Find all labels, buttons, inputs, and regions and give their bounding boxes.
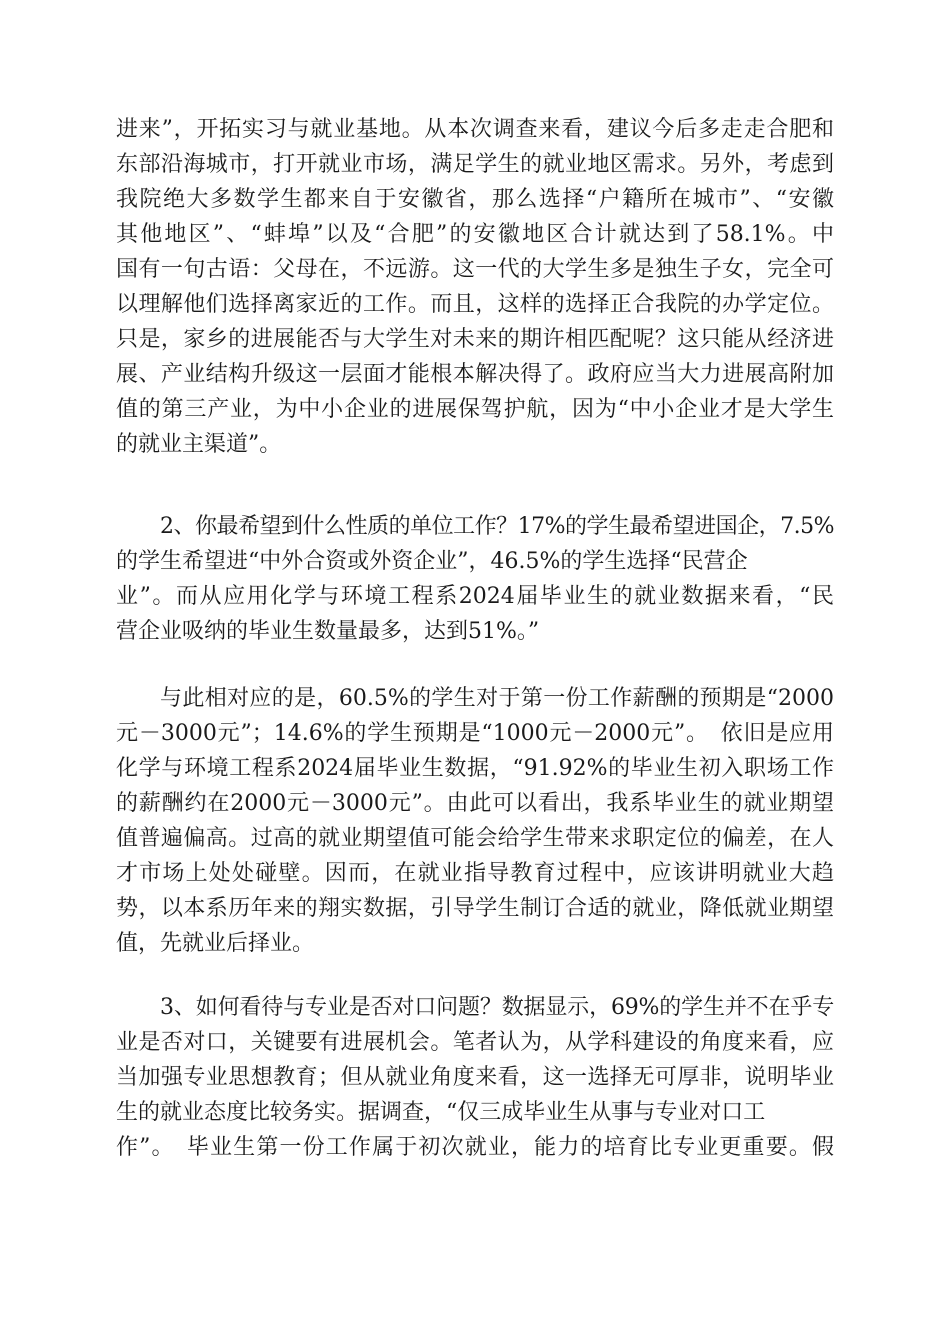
paragraph-line: 的薪酬约在2000元－3000元”。由此可以看出，我系毕业生的就业期望 bbox=[116, 791, 834, 816]
paragraph-line: 进来”，开拓实习与就业基地。从本次调查来看，建议今后多走走合肥和 bbox=[116, 117, 834, 142]
paragraph-line: 的学生希望进“中外合资或外资企业”，46.5%的学生选择“民营企 bbox=[116, 549, 748, 574]
paragraph-line: 作”。 毕业生第一份工作属于初次就业，能力的培育比专业更重要。假 bbox=[116, 1135, 834, 1160]
paragraph-line: 其他地区”、“蚌埠”以及“合肥”的安徽地区合计就达到了58.1%。中 bbox=[116, 222, 834, 247]
paragraph-line: 我院绝大多数学生都来自于安徽省，那么选择“户籍所在城市”、“安徽 bbox=[116, 187, 834, 212]
paragraph-line: 业”。而从应用化学与环境工程系2024届毕业生的就业数据来看，“民 bbox=[116, 584, 834, 609]
paragraph-line: 的就业主渠道”。 bbox=[116, 432, 282, 457]
paragraph-line: 值普遍偏高。过高的就业期望值可能会给学生带来求职定位的偏差，在人 bbox=[116, 826, 834, 851]
paragraph-line: 才市场上处处碰壁。因而，在就业指导教育过程中，应该讲明就业大趋 bbox=[116, 861, 834, 886]
paragraph-line: 与此相对应的是，60.5%的学生对于第一份工作薪酬的预期是“2000 bbox=[160, 686, 834, 711]
paragraph-line: 展、产业结构升级这一层面才能根本解决得了。政府应当大力进展高附加 bbox=[116, 362, 834, 387]
paragraph-line: 只是，家乡的进展能否与大学生对未来的期许相匹配呢？这只能从经济进 bbox=[116, 327, 834, 352]
paragraph-line: 东部沿海城市，打开就业市场，满足学生的就业地区需求。另外，考虑到 bbox=[116, 152, 834, 177]
paragraph-2 bbox=[116, 509, 834, 649]
paragraph-3 bbox=[116, 681, 834, 961]
paragraph-line: 当加强专业思想教育；但从就业角度来看，这一选择无可厚非，说明毕业 bbox=[116, 1065, 834, 1090]
paragraph-1 bbox=[116, 112, 834, 462]
paragraph-line: 2、你最希望到什么性质的单位工作？17%的学生最希望进国企，7.5% bbox=[160, 514, 834, 539]
paragraph-line: 生的就业态度比较务实。据调查，“仅三成毕业生从事与专业对口工 bbox=[116, 1100, 766, 1125]
paragraph-line: 值，先就业后择业。 bbox=[116, 931, 315, 956]
paragraph-line: 以理解他们选择离家近的工作。而且，这样的选择正合我院的办学定位。 bbox=[116, 292, 834, 317]
paragraph-line: 3、如何看待与专业是否对口问题？数据显示，69%的学生并不在乎专 bbox=[160, 995, 834, 1020]
paragraph-4 bbox=[116, 990, 834, 1165]
paragraph-line: 业是否对口，关键要有进展机会。笔者认为，从学科建设的角度来看，应 bbox=[116, 1030, 834, 1055]
paragraph-line: 化学与环境工程系2024届毕业生数据，“91.92%的毕业生初入职场工作 bbox=[116, 756, 834, 781]
paragraph-line: 值的第三产业，为中小企业的进展保驾护航，因为“中小企业才是大学生 bbox=[116, 397, 834, 422]
paragraph-line: 势，以本系历年来的翔实数据，引导学生制订合适的就业，降低就业期望 bbox=[116, 896, 834, 921]
paragraph-line: 国有一句古语：父母在，不远游。这一代的大学生多是独生子女，完全可 bbox=[116, 257, 834, 282]
paragraph-line: 元－3000元”；14.6%的学生预期是“1000元－2000元”。 依旧是应用 bbox=[116, 721, 834, 746]
paragraph-line: 营企业吸纳的毕业生数量最多，达到51%。” bbox=[116, 619, 540, 644]
